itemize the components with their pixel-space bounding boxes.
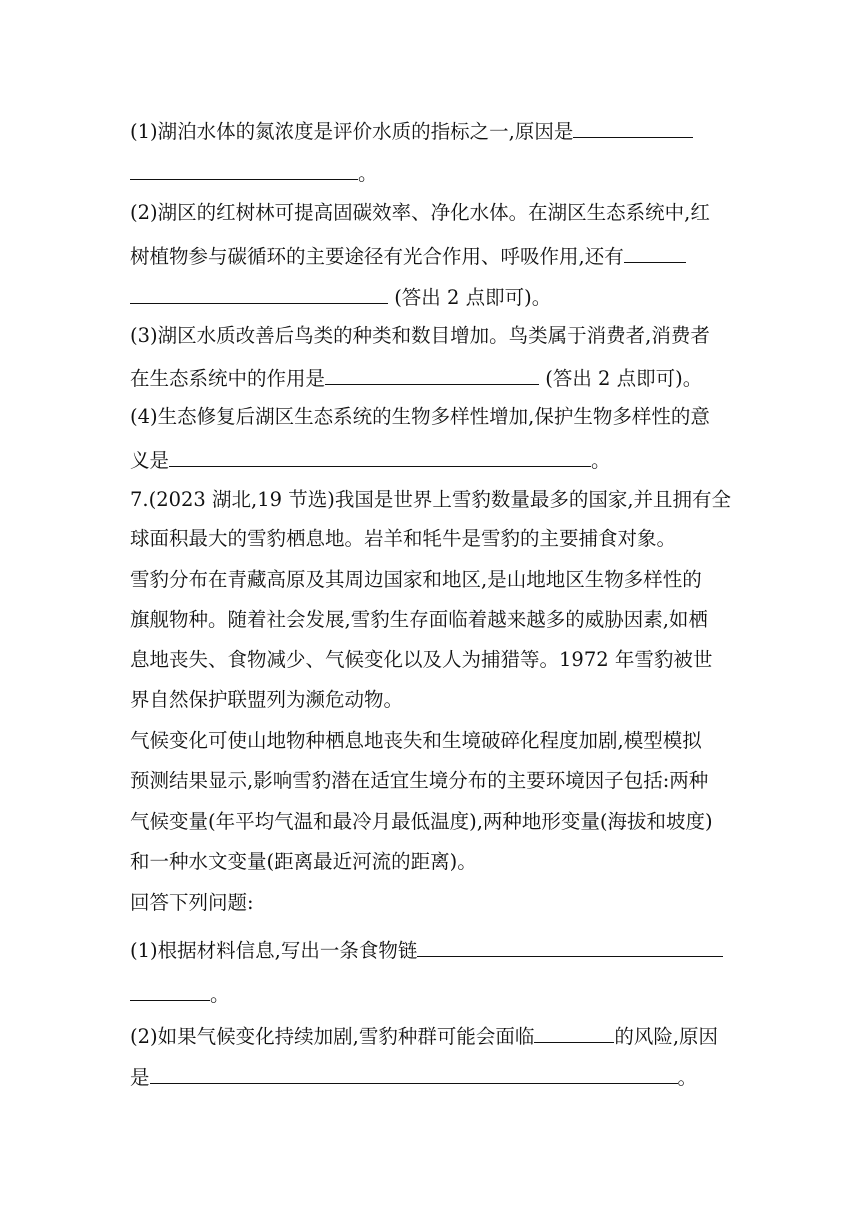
q6-part3-note: (答出 2 点即可)。 <box>539 367 703 390</box>
q6-part1-line1 <box>130 117 693 143</box>
q7-para2-line2 <box>130 769 708 795</box>
q6-part4-end: 。 <box>591 449 611 472</box>
q7-sub1-line1 <box>130 936 723 962</box>
q6-part3-text-1: (3)湖区水质改善后鸟类的种类和数目增加。鸟类属于消费者,消费者 <box>130 324 710 347</box>
q7-para2-line3 <box>130 810 713 836</box>
q6-part2-line3 <box>130 283 551 309</box>
answer-blank[interactable] <box>130 980 210 1001</box>
q7-para1-line1 <box>130 568 702 594</box>
q6-part4-line2 <box>130 446 611 472</box>
q6-part3-line2 <box>130 364 702 390</box>
q7-sub2-text-2: 是 <box>130 1066 150 1089</box>
q6-part2-text-1: (2)湖区的红树林可提高固碳效率、净化水体。在湖区生态系统中,红 <box>130 201 710 224</box>
q7-para2-text: 预测结果显示,影响雪豹潜在适宜生境分布的主要环境因子包括:两种 <box>130 769 709 792</box>
q7-para1-text: 雪豹分布在青藏高原及其周边国家和地区,是山地地区生物多样性的 <box>130 568 702 591</box>
q7-para1-text: 界自然保护联盟列为濒危动物。 <box>130 688 404 711</box>
q7-sub2-line2 <box>130 1063 697 1089</box>
answer-blank[interactable] <box>169 446 591 467</box>
q7-sub2-text: (2)如果气候变化持续加剧,雪豹种群可能会面临 <box>130 1025 535 1048</box>
q7-intro-text-2: 球面积最大的雪豹栖息地。岩羊和牦牛是雪豹的主要捕食对象。 <box>130 527 677 550</box>
q6-part4-line1 <box>130 405 710 431</box>
q7-para2-line1 <box>130 729 702 755</box>
q6-part1-line2 <box>130 159 378 185</box>
q7-para2-line4 <box>130 850 477 876</box>
q6-part1-text: (1)湖泊水体的氮浓度是评价水质的指标之一,原因是 <box>130 120 574 143</box>
q7-prompt <box>130 891 254 917</box>
q7-sub2-mid: 的风险,原因 <box>614 1025 719 1048</box>
q7-para1-line2 <box>130 608 708 634</box>
answer-blank[interactable] <box>573 117 693 138</box>
q7-prompt-text: 回答下列问题: <box>130 891 254 914</box>
q7-para1-line3 <box>130 648 712 674</box>
q6-part3-line1 <box>130 324 710 350</box>
q7-intro-line2 <box>130 527 676 553</box>
answer-blank[interactable] <box>130 283 388 304</box>
q7-para2-text: 和一种水文变量(距离最近河流的距离)。 <box>130 850 477 873</box>
answer-blank[interactable] <box>325 364 539 385</box>
q6-part2-line2 <box>130 242 686 268</box>
q7-sub1-end: 。 <box>210 983 230 1006</box>
q7-intro-line1 <box>130 488 731 514</box>
q6-part1-end: 。 <box>358 162 378 185</box>
q7-sub2-line1 <box>130 1022 718 1048</box>
q7-para2-text: 气候变化可使山地物种栖息地丧失和生境破碎化程度加剧,模型模拟 <box>130 729 702 752</box>
answer-blank[interactable] <box>624 242 686 263</box>
q7-para2-text: 气候变量(年平均气温和最冷月最低温度),两种地形变量(海拔和坡度) <box>130 810 713 833</box>
q7-sub1-text: (1)根据材料信息,写出一条食物链 <box>130 939 418 962</box>
q7-sub1-line2 <box>130 980 230 1006</box>
q7-intro-text-1: 7.(2023 湖北,19 节选)我国是世界上雪豹数量最多的国家,并且拥有全 <box>130 488 732 511</box>
q7-para1-text: 息地丧失、食物减少、气候变化以及人为捕猎等。1972 年雪豹被世 <box>130 648 713 671</box>
answer-blank[interactable] <box>150 1063 678 1084</box>
q6-part4-text-2: 义是 <box>130 449 170 472</box>
q7-sub2-end: 。 <box>677 1066 698 1089</box>
q6-part3-text-2: 在生态系统中的作用是 <box>130 367 326 390</box>
q7-para1-line4 <box>130 688 403 714</box>
q6-part2-text-2: 树植物参与碳循环的主要途径有光合作用、呼吸作用,还有 <box>130 245 624 268</box>
q6-part4-text-1: (4)生态修复后湖区生态系统的生物多样性增加,保护生物多样性的意 <box>130 405 710 428</box>
q7-para1-text: 旗舰物种。随着社会发展,雪豹生存面临着越来越多的威胁因素,如栖 <box>130 608 708 631</box>
q6-part2-note: (答出 2 点即可)。 <box>388 286 552 309</box>
answer-blank[interactable] <box>130 159 358 180</box>
answer-blank[interactable] <box>534 1022 614 1043</box>
q6-part2-line1 <box>130 201 710 227</box>
answer-blank[interactable] <box>417 936 723 957</box>
